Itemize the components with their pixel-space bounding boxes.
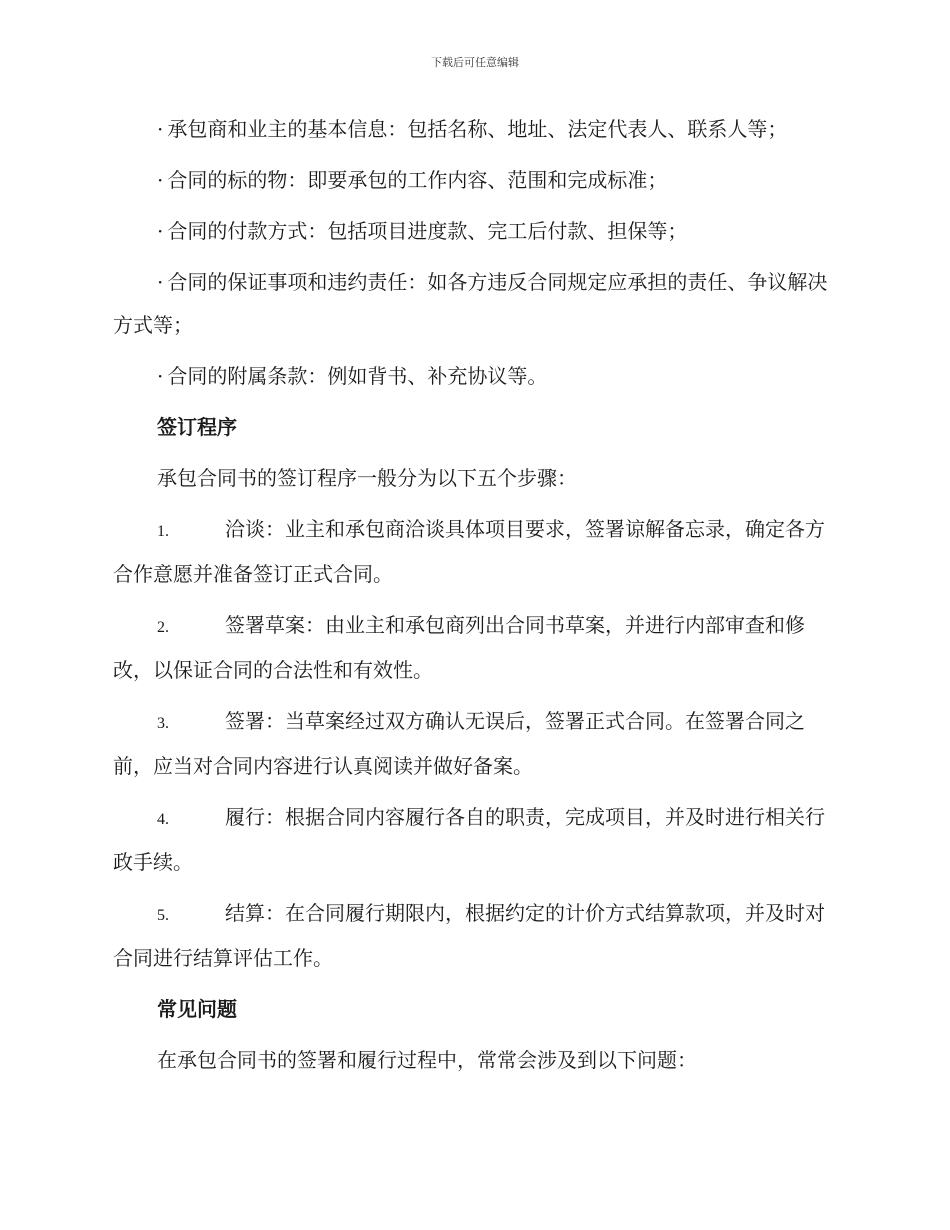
step-item <box>113 700 835 788</box>
bullet-dot: · <box>157 364 164 388</box>
step-number: 3. <box>157 715 169 732</box>
step-number: 1. <box>157 523 169 540</box>
step-number: 4. <box>157 811 169 828</box>
step-number: 5. <box>157 907 169 924</box>
bullet-dot: · <box>157 270 164 294</box>
signing-intro: 承包合同书的签订程序一般分为以下五个步骤： <box>157 466 577 490</box>
step-text: 履行：根据合同内容履行各自的职责，完成项目，并及时进行相关行政手续。 <box>113 805 825 874</box>
document-body <box>113 108 835 1090</box>
bullet-dot: · <box>157 117 164 141</box>
step-text: 签署草案：由业主和承包商列出合同书草案，并进行内部审查和修改，以保证合同的合法性和有效性。 <box>113 613 805 682</box>
faq-intro: 在承包合同书的签署和履行过程中，常常会涉及到以下问题： <box>157 1048 697 1072</box>
section-heading-faq: 常见问题 <box>157 997 237 1021</box>
step-item <box>113 892 835 980</box>
section-heading-signing: 签订程序 <box>157 415 237 439</box>
bullet-text: 合同的保证事项和违约责任：如各方违反合同规定应承担的责任、争议解决方式等； <box>113 270 828 337</box>
step-text: 签署：当草案经过双方确认无误后，签署正式合同。在签署合同之前，应当对合同内容进行认真阅读并做好备案。 <box>113 709 805 778</box>
step-item <box>113 604 835 692</box>
step-text: 洽谈：业主和承包商洽谈具体项目要求，签署谅解备忘录，确定各方合作意愿并准备签订正式合同。 <box>113 517 825 586</box>
bullet-item <box>113 261 835 347</box>
bullet-dot: · <box>157 219 164 243</box>
bullet-dot: · <box>157 168 164 192</box>
bullet-text: 合同的附属条款：例如背书、补充协议等。 <box>167 364 548 388</box>
bullet-item <box>113 108 835 151</box>
bullet-text: 合同的付款方式：包括项目进度款、完工后付款、担保等； <box>167 219 688 243</box>
step-item <box>113 796 835 884</box>
bullet-item <box>113 159 835 202</box>
step-item <box>113 508 835 596</box>
page-header: 下载后可任意编辑 <box>431 56 519 69</box>
bullet-text: 合同的标的物：即要承包的工作内容、范围和完成标准； <box>167 168 668 192</box>
bullet-item <box>113 210 835 253</box>
bullet-text: 承包商和业主的基本信息：包括名称、地址、法定代表人、联系人等； <box>167 117 788 141</box>
bullet-item <box>113 355 835 398</box>
step-text: 结算：在合同履行期限内，根据约定的计价方式结算款项，并及时对合同进行结算评估工作。 <box>113 901 825 970</box>
step-number: 2. <box>157 619 169 636</box>
